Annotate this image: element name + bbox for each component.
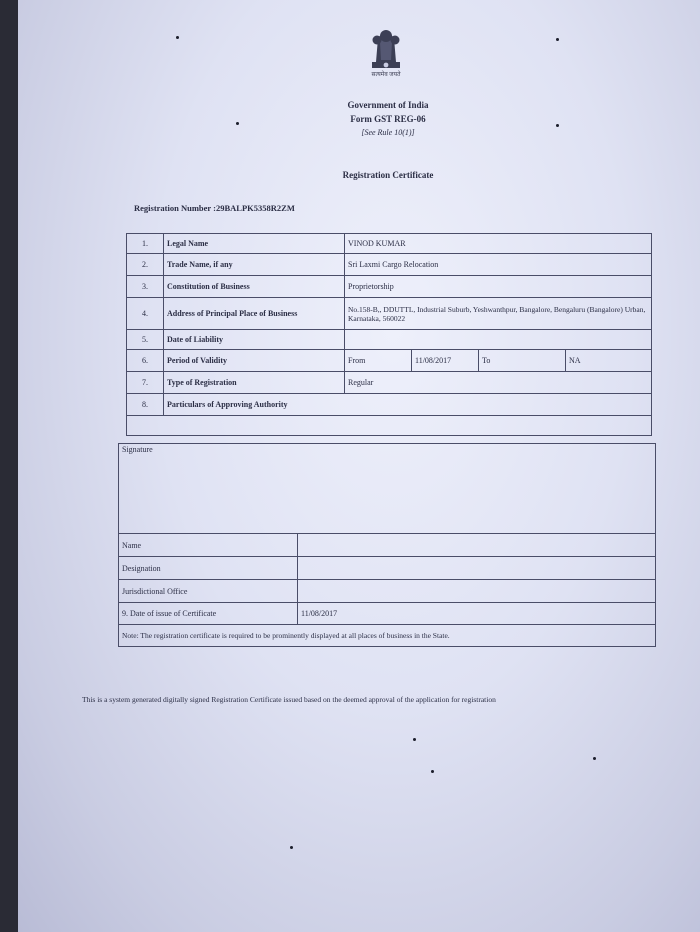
form-number: Form GST REG-06	[350, 114, 426, 124]
approving-authority-heading: Particulars of Approving Authority	[164, 394, 652, 416]
document-page	[18, 0, 700, 932]
authority-table	[118, 443, 656, 647]
table-row	[119, 625, 656, 647]
table-row	[119, 557, 656, 580]
paper-speck	[236, 122, 239, 125]
table-row	[127, 234, 652, 254]
row-number: 3.	[127, 276, 164, 298]
table-row	[119, 580, 656, 603]
designation-value	[298, 557, 656, 580]
constitution-value: Proprietorship	[345, 276, 652, 298]
table-row	[127, 330, 652, 350]
certificate-title: Registration Certificate	[342, 170, 434, 180]
row-label: Period of Validity	[164, 350, 345, 372]
display-note: Note: The registration certificate is required to be prominently displayed at all places of business in the State.	[119, 625, 656, 647]
paper-speck	[593, 757, 596, 760]
rule-reference: [See Rule 10(1)]	[361, 128, 415, 137]
issue-date-label: 9. Date of issue of Certificate	[119, 603, 298, 625]
row-number: 5.	[127, 330, 164, 350]
signature-box: Signature	[119, 444, 656, 534]
liability-date-value	[345, 330, 652, 350]
address-value: No.158-B,, DDUTTL, Industrial Suburb, Yeshwanthpur, Bangalore, Bengaluru (Bangalore) Urban, Karnataka, 560022	[345, 298, 652, 330]
name-label: Name	[119, 534, 298, 557]
table-row	[127, 298, 652, 330]
table-row	[127, 276, 652, 298]
row-label: Date of Liability	[164, 330, 345, 350]
validity-to-value: NA	[566, 350, 652, 372]
emblem-motto: सत्यमेव जयते	[371, 72, 401, 78]
paper-speck	[176, 36, 179, 39]
trade-name-value: Sri Laxmi Cargo Relocation	[345, 254, 652, 276]
row-label: Constitution of Business	[164, 276, 345, 298]
row-label: Address of Principal Place of Business	[164, 298, 345, 330]
registration-number	[134, 203, 295, 213]
paper-speck	[556, 124, 559, 127]
table-row	[119, 534, 656, 557]
paper-speck	[413, 738, 416, 741]
row-label: Trade Name, if any	[164, 254, 345, 276]
validity-from-label: From	[345, 350, 412, 372]
table-row	[119, 444, 656, 534]
blank-row	[127, 416, 652, 436]
table-row	[127, 394, 652, 416]
jurisdictional-office-label: Jurisdictional Office	[119, 580, 298, 603]
row-number: 1.	[127, 234, 164, 254]
jurisdictional-office-value	[298, 580, 656, 603]
system-generated-footnote: This is a system generated digitally signed Registration Certificate issued based on the deemed approval of the application for registration	[82, 695, 496, 704]
registration-number-value: 29BALPK5358R2ZM	[216, 203, 295, 213]
row-number: 2.	[127, 254, 164, 276]
name-value	[298, 534, 656, 557]
row-number: 6.	[127, 350, 164, 372]
paper-speck	[556, 38, 559, 41]
registration-type-value: Regular	[345, 372, 652, 394]
row-number: 8.	[127, 394, 164, 416]
registration-number-label: Registration Number :	[134, 203, 216, 213]
table-row	[127, 350, 652, 372]
validity-from-value: 11/08/2017	[412, 350, 479, 372]
row-number: 7.	[127, 372, 164, 394]
table-row	[127, 372, 652, 394]
table-row	[119, 603, 656, 625]
table-row	[127, 254, 652, 276]
validity-to-label: To	[479, 350, 566, 372]
designation-label: Designation	[119, 557, 298, 580]
table-row	[127, 416, 652, 436]
paper-speck	[431, 770, 434, 773]
details-table	[126, 233, 652, 436]
row-label: Type of Registration	[164, 372, 345, 394]
row-label: Legal Name	[164, 234, 345, 254]
issue-date-value: 11/08/2017	[298, 603, 656, 625]
government-heading: Government of India	[347, 100, 429, 110]
row-number: 4.	[127, 298, 164, 330]
legal-name-value: VINOD KUMAR	[345, 234, 652, 254]
paper-speck	[290, 846, 293, 849]
